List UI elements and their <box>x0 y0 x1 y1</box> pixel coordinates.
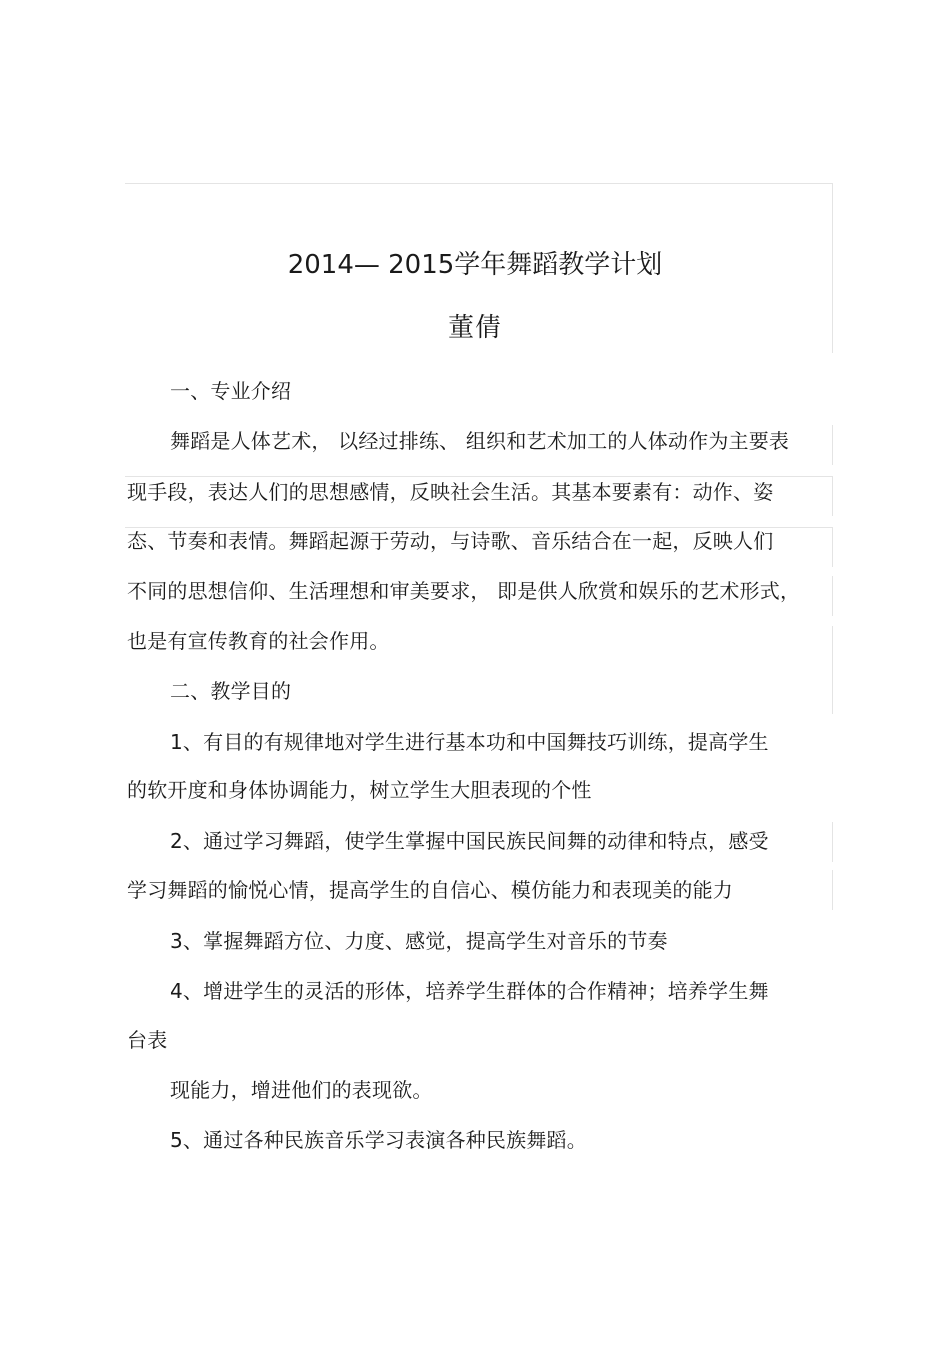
list-item-4-cont: 台表 <box>127 1028 168 1052</box>
document-title: 2014— 2015学年舞蹈教学计划 <box>287 250 663 280</box>
body-line: 不同的思想信仰、生活理想和审美要求， 即是供人欣赏和娱乐的艺术形式， <box>127 579 801 603</box>
list-item-1: 1、有目的有规律地对学生进行基本功和中国舞技巧训练，提高学生 <box>170 730 769 754</box>
body-line: 现手段，表达人们的思想感情，反映社会生活。其基本要素有：动作、姿 <box>127 480 774 504</box>
right-rule-4 <box>832 527 833 567</box>
list-item-2-cont: 学习舞蹈的愉悦心情，提高学生的自信心、模仿能力和表现美的能力 <box>127 878 733 902</box>
row-rule-1 <box>125 476 833 477</box>
right-rule-3 <box>832 476 833 516</box>
list-item-4: 4、增进学生的灵活的形体，培养学生群体的合作精神；培养学生舞 <box>170 979 769 1003</box>
right-rule-6 <box>832 626 833 714</box>
row-rule-2 <box>125 527 833 528</box>
right-rule-5 <box>832 576 833 616</box>
section-heading-goals: 二、教学目的 <box>170 679 292 703</box>
body-line: 也是有宣传教育的社会作用。 <box>127 629 390 653</box>
body-line: 态、节奏和表情。舞蹈起源于劳动，与诗歌、音乐结合在一起，反映人们 <box>127 529 774 553</box>
section-heading-intro: 一、专业介绍 <box>170 379 292 403</box>
right-rule-2 <box>832 425 833 465</box>
top-rule <box>125 183 833 184</box>
list-item-2: 2、通过学习舞蹈，使学生掌握中国民族民间舞的动律和特点，感受 <box>170 829 769 853</box>
right-rule-7 <box>832 822 833 862</box>
body-line: 舞蹈是人体艺术， 以经过排练、 组织和艺术加工的人体动作为主要表 <box>170 429 790 453</box>
right-rule-8 <box>832 870 833 910</box>
list-item-1-cont: 的软开度和身体协调能力，树立学生大胆表现的个性 <box>127 778 592 802</box>
list-item-4-cont-2: 现能力，增进他们的表现欲。 <box>170 1078 433 1102</box>
document-author: 董倩 <box>447 313 502 343</box>
list-item-5: 5、通过各种民族音乐学习表演各种民族舞蹈。 <box>170 1128 587 1152</box>
list-item-3: 3、掌握舞蹈方位、力度、感觉，提高学生对音乐的节奏 <box>170 929 668 953</box>
